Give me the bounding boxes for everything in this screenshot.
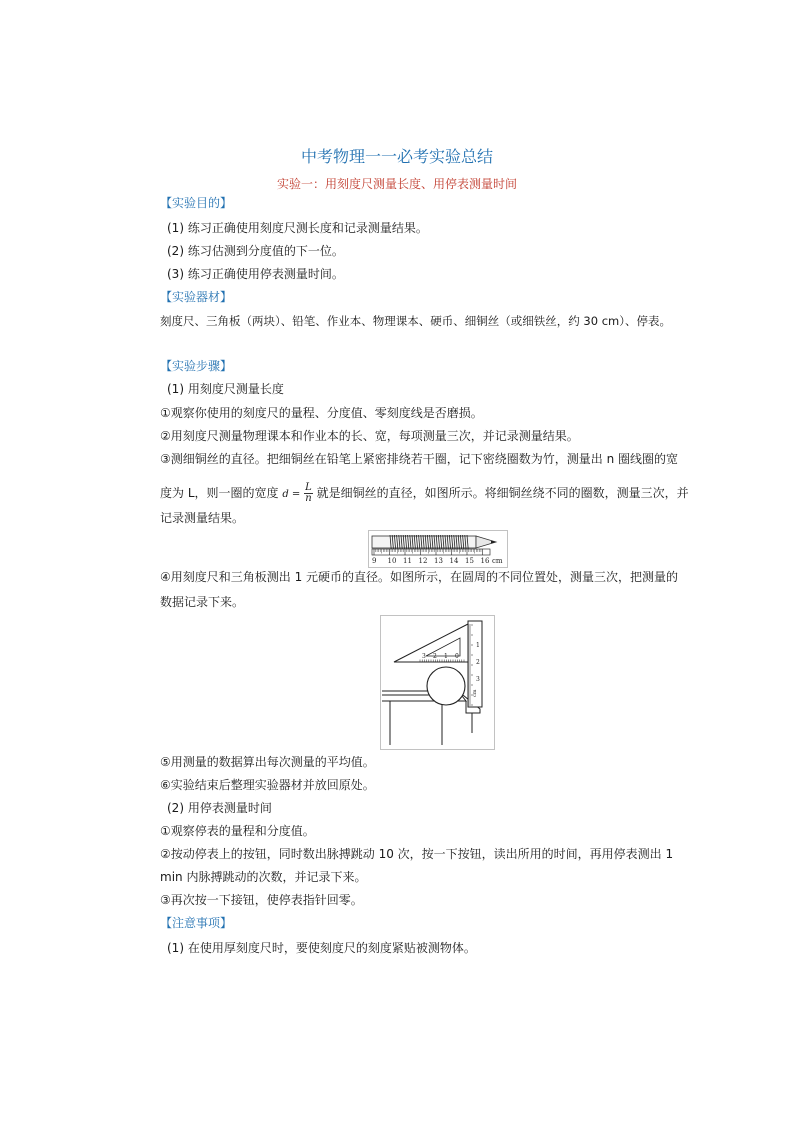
timer-step-1: ①观察停表的量程和分度值。 <box>160 824 315 838</box>
step-3-line-3: 记录测量结果。 <box>160 511 245 525</box>
formula-fraction <box>304 483 313 504</box>
step-2: ②用刻度尺测量物理课本和作业本的长、宽，每项测量三次，并记录测量结果。 <box>160 429 579 443</box>
ruler-tick-label: 9 <box>372 557 377 565</box>
step-4-line-2: 数据记录下来。 <box>160 595 245 609</box>
timer-step-3: ③再次按一下接钮，使停表指针回零。 <box>160 893 363 907</box>
ruler-unit-label: cm <box>492 557 503 565</box>
timer-step-2-line-1: ②按动停表上的按钮，同时数出脉搏跳动 10 次，按一下按钮，读出所用的时间，再用停表测出 1 <box>160 847 674 861</box>
step-1: ①观察你使用的刻度尺的量程、分度值、零刻度线是否磨损。 <box>160 406 483 420</box>
step-5: ⑤用测量的数据算出每次测量的平均值。 <box>160 755 375 769</box>
purpose-item-1: (1) 练习正确使用刻度尺测长度和记录测量结果。 <box>167 221 428 235</box>
timer-step-2-line-2: min 内脉搏跳动的次数，并记录下来。 <box>160 870 367 884</box>
ruler-tick-label: 14 <box>449 557 459 565</box>
page-title: 中考物理一一必考实验总结 <box>300 147 493 166</box>
triangle-tick-label: 1 <box>444 653 448 660</box>
step-3-pre: 度为 L，则一圈的宽度 <box>160 486 279 500</box>
vertical-ruler-label: 2 <box>476 659 480 666</box>
step-4-line-1: ④用刻度尺和三角板测出 1 元硬币的直径。如图所示，在圆周的不同位置处，测量三次，把测量的 <box>160 570 679 584</box>
purpose-item-3: (3) 练习正确使用停表测量时间。 <box>167 267 344 281</box>
formula-lhs: d = <box>282 489 301 500</box>
ruler-tick-label: 13 <box>434 557 443 565</box>
note-1: (1) 在使用厚刻度尺时，要使刻度尺的刻度紧贴被测物体。 <box>167 941 476 955</box>
triangle-tick-label: 2 <box>433 653 437 660</box>
part2-heading: (2) 用停表测量时间 <box>167 801 272 815</box>
section-head-steps: 【实验步骤】 <box>160 359 233 373</box>
vertical-ruler-label: 3 <box>476 676 480 683</box>
coin-measurement-figure <box>380 615 495 750</box>
triangle-tick-label: 0 <box>455 653 459 660</box>
page-subtitle: 实验一：用刻度尺测量长度、用停表测量时间 <box>276 177 517 191</box>
ruler-tick-label: 11 <box>403 557 412 565</box>
formula-numerator: L <box>305 482 312 493</box>
step-3-line-2 <box>160 483 689 504</box>
wire-on-pencil-figure <box>368 530 508 568</box>
purpose-item-2: (2) 练习估测到分度值的下一位。 <box>167 244 344 258</box>
equipment-text: 刻度尺、三角板（两块）、铅笔、作业本、物理课本、硬币、细铜丝（或细铁丝，约 30 cm）、停表。 <box>160 314 671 328</box>
coin-circle <box>427 667 465 705</box>
ruler-tick-label: 10 <box>387 557 397 565</box>
ruler-tick-label: 16 <box>480 557 490 565</box>
ruler-shape <box>372 549 490 555</box>
vertical-ruler-label: 1 <box>476 642 480 649</box>
section-head-notes: 【注意事项】 <box>160 916 233 930</box>
triangle-tick-label: 3 <box>422 653 426 660</box>
step-6: ⑥实验结束后整理实验器材并放回原处。 <box>160 778 375 792</box>
step-3-post: 就是细铜丝的直径，如图所示。将细铜丝绕不同的圈数，测量三次，并 <box>316 486 689 500</box>
vertical-ruler-unit: cm <box>472 689 478 697</box>
section-head-equipment: 【实验器材】 <box>160 290 233 304</box>
ruler-tick-label: 12 <box>418 557 428 565</box>
formula-denominator: n <box>305 493 312 504</box>
section-head-purpose: 【实验目的】 <box>160 196 233 210</box>
ruler-tick-label: 15 <box>465 557 474 565</box>
step-3-line-1: ③测细铜丝的直径。把细铜丝在铅笔上紧密排绕若干圈，记下密绕圈数为竹，测量出 n 圈线圈的宽 <box>160 452 678 466</box>
part1-heading: (1) 用刻度尺测量长度 <box>167 382 284 396</box>
